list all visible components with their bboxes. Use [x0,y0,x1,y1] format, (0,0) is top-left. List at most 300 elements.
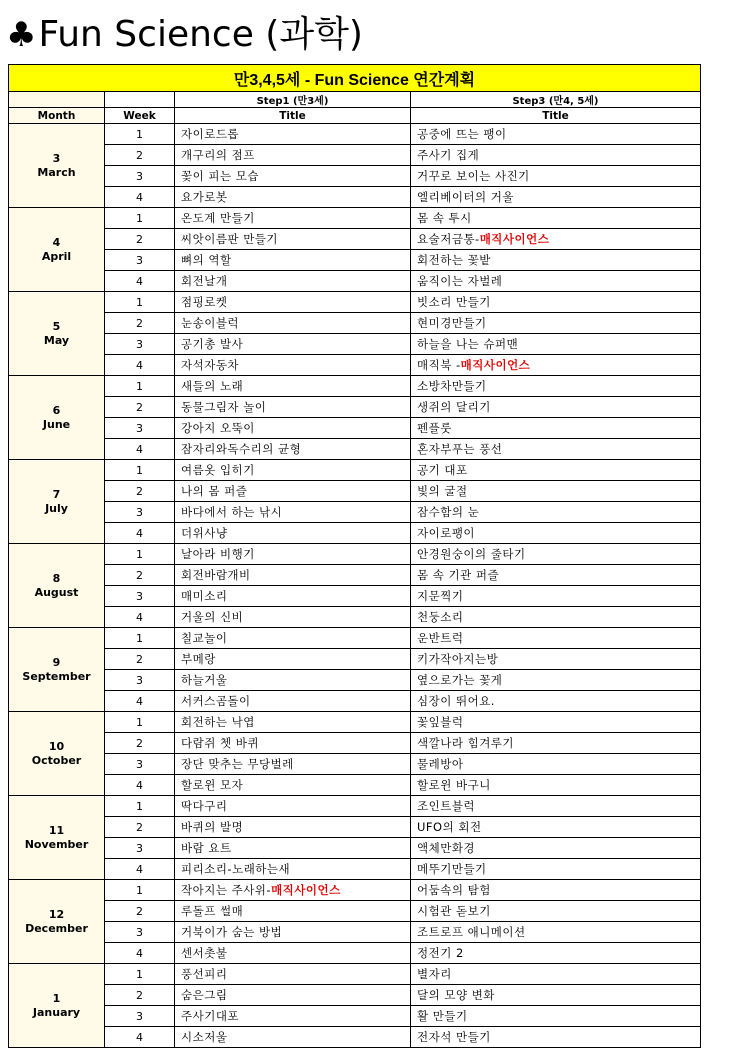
step1-title-text: 더위사냥 [181,526,228,540]
week-number: 4 [105,775,175,796]
table-row [9,355,701,376]
step3-title-text: 생쥐의 달리기 [417,400,491,414]
step3-title-text: 몸 속 기관 퍼즐 [417,568,500,582]
step1-title-text: 회전바람개비 [181,568,251,582]
table-row [9,544,701,565]
step1-title-text: 다람쥐 쳇 바퀴 [181,736,259,750]
step3-title [411,607,701,628]
table-row [9,880,701,901]
step1-title [175,670,411,691]
week-number: 2 [105,817,175,838]
step1-title-text: 매미소리 [181,589,228,603]
month-name: December [25,921,88,935]
page-title-text: Fun Science (과학) [38,14,363,55]
step3-title-text: 물레방아 [417,757,464,771]
step1-title-text: 작아지는 주사위- [181,883,272,897]
week-number: 2 [105,481,175,502]
step3-title-text: 공기 대포 [417,463,468,477]
step1-title-text: 루돌프 썰매 [181,904,244,918]
step3-title-text: 펜플룻 [417,421,452,435]
step3-title [411,859,701,880]
step1-title-text: 숨은그림 [181,988,228,1002]
step3-title [411,481,701,502]
table-row [9,376,701,397]
step1-title-text: 바퀴의 발명 [181,820,244,834]
step3-title-text: 꽃잎블럭 [417,715,464,729]
step3-title-text: 움직이는 자벌레 [417,274,503,288]
step3-title-text: 소방차만들기 [417,379,487,393]
step1-title [175,376,411,397]
step1-label: Step1 (만3세) [175,92,411,108]
step1-title [175,733,411,754]
step1-title [175,1006,411,1027]
step3-title-text: 별자리 [417,967,452,981]
header-week: Week [105,108,175,124]
table-row [9,292,701,313]
step3-title-text: 옆으로가는 꽃게 [417,673,503,687]
step3-title [411,943,701,964]
step1-title [175,502,411,523]
step3-title-text: 심장이 뛰어요. [417,694,495,708]
week-number: 2 [105,985,175,1006]
step1-title-text: 거울의 신비 [181,610,244,624]
week-number: 3 [105,334,175,355]
step3-title-text: 안경원숭이의 줄타기 [417,547,526,561]
week-number: 1 [105,208,175,229]
step3-title [411,313,701,334]
step3-title-text: 몸 속 투시 [417,211,472,225]
step3-title-text: 회전하는 꽃밭 [417,253,491,267]
month-cell [9,460,105,544]
step3-title [411,502,701,523]
step1-title-text: 동물그림자 놀이 [181,400,267,414]
step3-title-text: 메뚜기만들기 [417,862,487,876]
step1-title [175,859,411,880]
banner-title: 만3,4,5세 - Fun Science 연간계획 [9,65,701,92]
month-number: 1 [52,991,61,1005]
step1-title [175,292,411,313]
step1-title-text: 할로윈 모자 [181,778,244,792]
step3-title [411,691,701,712]
table-row [9,649,701,670]
step-blank-month [9,92,105,108]
step1-title [175,271,411,292]
step3-title [411,187,701,208]
step3-title [411,124,701,145]
table-row [9,565,701,586]
step3-title-text: 하늘을 나는 슈퍼맨 [417,337,519,351]
step1-title-text: 칠교놀이 [181,631,228,645]
step3-title-text: 조트로프 애니메이션 [417,925,526,939]
week-number: 3 [105,166,175,187]
week-number: 1 [105,796,175,817]
table-row [9,586,701,607]
table-row [9,250,701,271]
table-row [9,712,701,733]
step1-title [175,586,411,607]
step1-title [175,460,411,481]
step1-title-text: 여름옷 입히기 [181,463,255,477]
step1-title [175,481,411,502]
step3-title [411,565,701,586]
step1-title [175,796,411,817]
step1-title-text: 공기총 발사 [181,337,244,351]
table-row [9,271,701,292]
step3-title [411,418,701,439]
week-number: 4 [105,523,175,544]
step3-title-text: 주사기 집게 [417,148,480,162]
step3-title-text: 매직북 - [417,358,461,372]
step1-title [175,565,411,586]
step1-title-text: 뼈의 역할 [181,253,232,267]
step3-title-text: 지문찍기 [417,589,464,603]
step1-title [175,922,411,943]
step1-title [175,334,411,355]
step3-title [411,1027,701,1048]
month-cell [9,712,105,796]
table-row [9,460,701,481]
step3-title [411,964,701,985]
step3-title [411,229,701,250]
table-row [9,1027,701,1048]
month-name: May [43,333,70,347]
step3-title [411,460,701,481]
step3-title [411,838,701,859]
step1-title [175,712,411,733]
step3-title-text: 요술저금통- [417,232,480,246]
step1-title [175,355,411,376]
week-number: 1 [105,712,175,733]
table-row [9,985,701,1006]
step3-title [411,544,701,565]
month-name: October [31,753,82,767]
step3-title [411,733,701,754]
step1-title-text: 온도계 만들기 [181,211,255,225]
step1-title [175,145,411,166]
week-number: 4 [105,355,175,376]
step1-title [175,649,411,670]
month-number: 3 [52,151,61,165]
step3-title [411,523,701,544]
month-cell [9,124,105,208]
month-name: March [37,165,76,179]
step3-title [411,670,701,691]
month-cell [9,208,105,292]
step1-title [175,124,411,145]
step1-title [175,754,411,775]
annual-plan-table [8,64,701,1048]
month-name: June [42,417,71,431]
step1-title [175,943,411,964]
step3-title [411,922,701,943]
step1-title [175,523,411,544]
step1-title [175,166,411,187]
step1-title [175,817,411,838]
step1-title-text: 개구리의 점프 [181,148,255,162]
step1-title-text: 회전하는 낙엽 [181,715,255,729]
step3-title-text: 활 만들기 [417,1009,468,1023]
week-number: 4 [105,271,175,292]
table-row [9,922,701,943]
step3-title-text: 시험관 돋보기 [417,904,491,918]
week-number: 1 [105,964,175,985]
step1-title-text: 자석자동차 [181,358,240,372]
step3-title-text: 거꾸로 보이는 사진기 [417,169,530,183]
step1-title [175,964,411,985]
month-number: 5 [52,319,61,333]
week-number: 1 [105,628,175,649]
week-number: 2 [105,901,175,922]
step1-title-text: 주사기대포 [181,1009,240,1023]
week-number: 2 [105,649,175,670]
week-number: 1 [105,460,175,481]
table-row [9,166,701,187]
step3-title-text: 색깔나라 힘겨루기 [417,736,515,750]
step1-title-text: 장단 맞추는 무당벌레 [181,757,294,771]
step3-title-text: 할로윈 바구니 [417,778,491,792]
step1-title-text: 바람 요트 [181,841,232,855]
step-row [9,92,701,108]
week-number: 4 [105,859,175,880]
month-number: 11 [48,823,65,837]
step1-title-text: 날아라 비행기 [181,547,255,561]
step3-title [411,628,701,649]
table-row [9,187,701,208]
step1-title-text: 센서촛불 [181,946,228,960]
month-cell [9,880,105,964]
step1-title-text: 새들의 노래 [181,379,244,393]
step3-title [411,250,701,271]
week-number: 3 [105,838,175,859]
step3-label: Step3 (만4, 5세) [411,92,701,108]
table-row [9,628,701,649]
step3-title [411,145,701,166]
month-name: September [22,669,91,683]
week-number: 4 [105,691,175,712]
page-title [6,10,363,60]
step3-title [411,1006,701,1027]
step1-title [175,880,411,901]
table-row [9,481,701,502]
week-number: 1 [105,880,175,901]
month-number: 12 [48,907,65,921]
step1-title [175,1027,411,1048]
step1-title [175,628,411,649]
week-number: 1 [105,124,175,145]
banner-row [9,65,701,92]
week-number: 2 [105,565,175,586]
step3-title-text: 공중에 뜨는 팽이 [417,127,507,141]
month-name: August [34,585,79,599]
table-row [9,607,701,628]
month-name: January [32,1005,81,1019]
step3-title [411,796,701,817]
step1-title-text: 부메랑 [181,652,216,666]
step3-title [411,985,701,1006]
week-number: 1 [105,376,175,397]
week-number: 3 [105,250,175,271]
step1-title-text: 강아지 오뚝이 [181,421,255,435]
table-row [9,838,701,859]
week-number: 3 [105,670,175,691]
step1-title [175,985,411,1006]
month-name: July [45,501,68,515]
week-number: 2 [105,229,175,250]
step3-title [411,166,701,187]
step3-title-text: 키가작아지는방 [417,652,499,666]
step1-title [175,439,411,460]
month-number: 6 [52,403,61,417]
step3-title [411,292,701,313]
step3-title [411,376,701,397]
table-row [9,145,701,166]
month-cell [9,628,105,712]
step3-title-text: 정전기 2 [417,946,464,960]
step3-title-text: 자이로팽이 [417,526,476,540]
week-number: 3 [105,586,175,607]
step3-title-text: 혼자부푸는 풍선 [417,442,503,456]
step3-title-text: 달의 모양 변화 [417,988,495,1002]
step3-title [411,649,701,670]
step3-title [411,208,701,229]
step3-title-text: 천둥소리 [417,610,464,624]
step1-title-text: 회전날개 [181,274,228,288]
header-title-step1: Title [175,108,411,124]
week-number: 3 [105,922,175,943]
step3-title [411,586,701,607]
step3-title [411,880,701,901]
step3-title-text: 빛의 굴절 [417,484,468,498]
step1-title [175,607,411,628]
week-number: 3 [105,754,175,775]
step3-title [411,712,701,733]
week-number: 1 [105,544,175,565]
table-row [9,754,701,775]
step-blank-week [105,92,175,108]
step3-title-text: 조인트블럭 [417,799,476,813]
step3-title-text: 빗소리 만들기 [417,295,491,309]
step1-title-text: 하늘거울 [181,673,228,687]
step3-title [411,817,701,838]
step3-title [411,334,701,355]
week-number: 4 [105,187,175,208]
table-row [9,523,701,544]
table-row [9,670,701,691]
step1-title-text: 꽃이 피는 모습 [181,169,259,183]
table-row [9,439,701,460]
step1-title [175,250,411,271]
month-name: April [41,249,72,263]
step1-title-text: 딱다구리 [181,799,228,813]
table-row [9,733,701,754]
table-row [9,418,701,439]
magic-science-highlight: 매직사이언스 [479,232,550,246]
step1-title-text: 점핑로켓 [181,295,228,309]
step3-title [411,355,701,376]
table-row [9,124,701,145]
step1-title-text: 눈송이블럭 [181,316,240,330]
month-number: 8 [52,571,61,585]
week-number: 3 [105,1006,175,1027]
step1-title-text: 시소저울 [181,1030,228,1044]
week-number: 2 [105,313,175,334]
week-number: 3 [105,418,175,439]
week-number: 4 [105,607,175,628]
magic-science-highlight: 매직사이언스 [460,358,531,372]
step3-title-text: 엘리베이터의 거울 [417,190,515,204]
magic-science-highlight: 매직사이언스 [271,883,341,897]
table-row [9,691,701,712]
step3-title-text: 어둠속의 탐험 [417,883,491,897]
week-number: 1 [105,292,175,313]
step3-title [411,271,701,292]
month-name: November [24,837,89,851]
month-cell [9,796,105,880]
table-row [9,943,701,964]
week-number: 4 [105,439,175,460]
step1-title-text: 씨앗이름판 만들기 [181,232,279,246]
step1-title-text: 거북이가 숨는 방법 [181,925,283,939]
table-row [9,313,701,334]
step1-title [175,187,411,208]
step1-title-text: 요가로봇 [181,190,228,204]
week-number: 2 [105,397,175,418]
table-row [9,859,701,880]
step1-title [175,208,411,229]
table-row [9,502,701,523]
step1-title [175,691,411,712]
step1-title [175,418,411,439]
step1-title [175,544,411,565]
step1-title-text: 나의 몸 퍼즐 [181,484,248,498]
header-month: Month [9,108,105,124]
table-row [9,964,701,985]
step1-title-text: 자이로드롭 [181,127,240,141]
table-row [9,397,701,418]
month-number: 9 [52,655,61,669]
step1-title [175,775,411,796]
week-number: 3 [105,502,175,523]
month-cell [9,544,105,628]
club-icon: ♣ [6,15,37,55]
month-number: 7 [52,487,61,501]
step1-title [175,838,411,859]
step1-title [175,901,411,922]
step3-title-text: 현미경만들기 [417,316,487,330]
week-number: 2 [105,733,175,754]
table-row [9,1006,701,1027]
header-title-step3: Title [411,108,701,124]
week-number: 4 [105,1027,175,1048]
table-row [9,208,701,229]
step3-title-text: 액체만화경 [417,841,476,855]
step3-title-text: UFO의 회전 [417,820,482,834]
month-number: 10 [48,739,65,753]
step3-title [411,901,701,922]
month-number: 4 [52,235,61,249]
month-cell [9,292,105,376]
table-row [9,775,701,796]
step1-title-text: 풍선피리 [181,967,228,981]
step1-title [175,397,411,418]
month-cell [9,376,105,460]
step3-title-text: 잠수함의 눈 [417,505,480,519]
table-row [9,229,701,250]
month-cell [9,964,105,1048]
step1-title-text: 잠자리와독수리의 균형 [181,442,302,456]
step1-title-text: 서커스곰돌이 [181,694,251,708]
step1-title-text: 바다에서 하는 낚시 [181,505,283,519]
